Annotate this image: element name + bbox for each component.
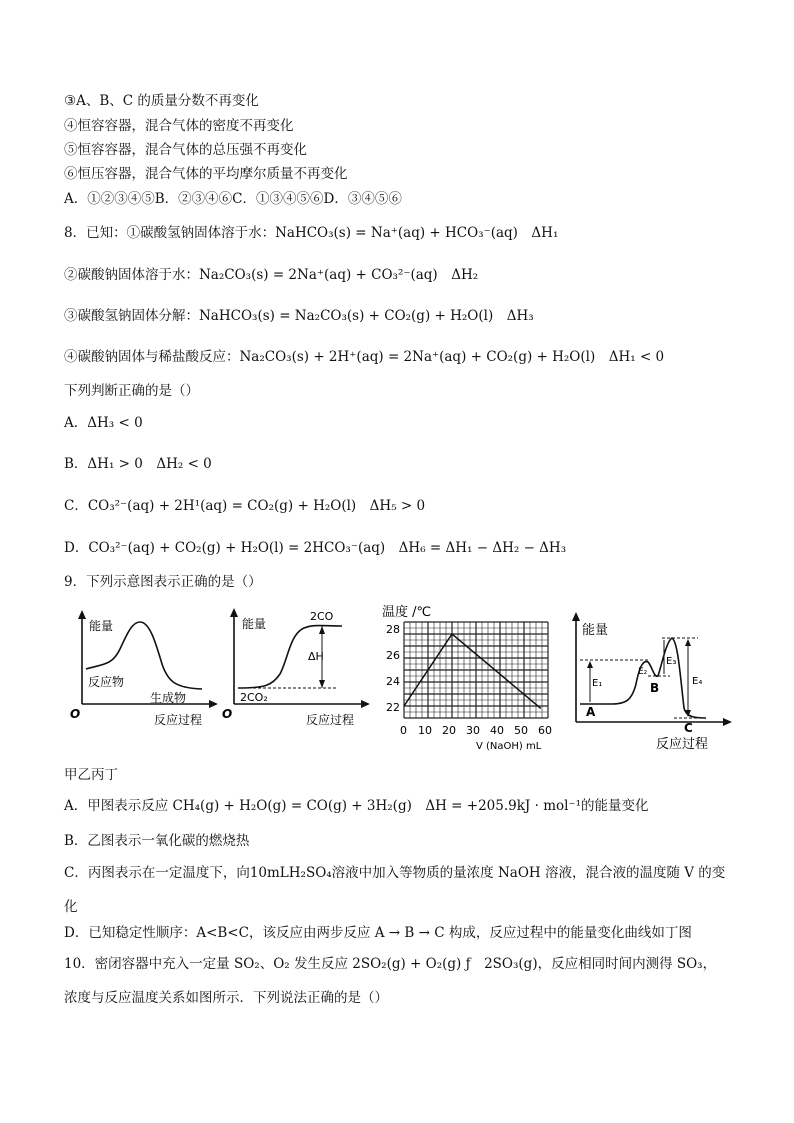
yi-y-label: 能量 — [242, 617, 267, 631]
jia-origin: O — [70, 707, 81, 721]
ding-point-c: C — [684, 721, 693, 735]
figure-ding — [566, 604, 736, 754]
option-line-3: ③A、B、C 的质量分数不再变化 — [64, 93, 259, 109]
q9-stem: 9．下列示意图表示正确的是（） — [64, 574, 262, 590]
q9-option-a: A．甲图表示反应 CH₄(g) + H₂O(g) = CO(g) + 3H₂(g) ΔH = +205.9kJ · mol⁻¹的能量变化 — [64, 798, 649, 814]
yi-delta-label: ΔH — [308, 650, 324, 663]
option-line-5: ⑤恒容容器，混合气体的总压强不再变化 — [64, 142, 307, 158]
bing-x-tick-10: 10 — [418, 724, 432, 737]
bing-y-tick-26: 26 — [386, 649, 400, 662]
option-line-4: ④恒容容器，混合气体的密度不再变化 — [64, 118, 294, 134]
q9-option-b: B．乙图表示一氧化碳的燃烧热 — [64, 833, 250, 849]
figure-bing — [380, 604, 560, 752]
option-line-6: ⑥恒压容器，混合气体的平均摩尔质量不再变化 — [64, 166, 348, 182]
q8-option-a: A．ΔH₃ < 0 — [64, 415, 143, 431]
bing-x-label: V (NaOH) mL — [476, 741, 542, 752]
bing-x-tick-50: 50 — [514, 724, 528, 737]
bing-y-tick-22: 22 — [386, 701, 400, 714]
q8-question: 下列判断正确的是（） — [64, 383, 199, 399]
bing-x-tick-30: 30 — [466, 724, 480, 737]
bing-series-line — [404, 634, 541, 708]
q8-eq4: ④碳酸钠固体与稀盐酸反应：Na₂CO₃(s) + 2H⁺(aq) = 2Na⁺(aq) + CO₂(g) + H₂O(l) ΔH₁ < 0 — [64, 349, 665, 365]
bing-y-ticks — [386, 623, 400, 714]
jia-reactant-label: 反应物 — [88, 675, 125, 689]
jia-x-label: 反应过程 — [154, 713, 203, 727]
bing-y-tick-28: 28 — [386, 623, 400, 636]
figure-yi — [224, 604, 374, 734]
ding-e4-label: E₄ — [692, 676, 703, 687]
ding-point-b: B — [650, 681, 660, 695]
yi-x-label: 反应过程 — [306, 713, 355, 727]
bing-y-label: 温度 /℃ — [382, 605, 432, 620]
ding-e2-label: E₂ — [638, 667, 648, 677]
bing-grid — [404, 622, 548, 718]
q10-stem: 10．密闭容器中充入一定量 SO₂、O₂ 发生反应 2SO₂(g) + O₂(g) ƒ 2SO₃(g)，反应相同时间内测得 SO₃， — [64, 956, 717, 972]
figure-caption: 甲乙丙丁 — [64, 767, 118, 783]
figure-jia — [62, 604, 222, 734]
jia-product-label: 生成物 — [150, 691, 187, 705]
q8-option-b: B．ΔH₁ > 0 ΔH₂ < 0 — [64, 456, 212, 472]
bing-x-tick-60: 60 — [538, 724, 552, 737]
bing-x-ticks — [400, 724, 552, 737]
q8-eq3: ③碳酸氢钠固体分解：NaHCO₃(s) = Na₂CO₃(s) + CO₂(g) + H₂O(l) ΔH₃ — [64, 308, 534, 324]
jia-y-label: 能量 — [89, 619, 114, 633]
ding-x-label: 反应过程 — [656, 737, 709, 752]
q9-option-c-cont: 化 — [64, 899, 78, 915]
bing-x-tick-40: 40 — [490, 724, 504, 737]
ding-e3-label: E₃ — [666, 656, 677, 667]
q7-choices: A．①②③④⑤B．②③④⑥C．①③④⑤⑥D．③④⑤⑥ — [64, 191, 402, 207]
q8-option-c: C．CO₃²⁻(aq) + 2H¹(aq) = CO₂(g) + H₂O(l) ΔH₅ > 0 — [64, 498, 426, 514]
q8-eq2: ②碳酸钠固体溶于水：Na₂CO₃(s) = 2Na⁺(aq) + CO₃²⁻(aq) ΔH₂ — [64, 267, 479, 283]
q8-option-d: D．CO₃²⁻(aq) + CO₂(g) + H₂O(l) = 2HCO₃⁻(aq) ΔH₆ = ΔH₁ − ΔH₂ − ΔH₃ — [64, 540, 567, 556]
yi-top-label: 2CO — [310, 610, 334, 623]
yi-origin: O — [222, 707, 233, 721]
q9-option-c: C．丙图表示在一定温度下，向10mLH₂SO₄溶液中加入等物质的量浓度 NaOH 溶液，混合液的温度随 V 的变 — [64, 865, 726, 881]
ding-y-label: 能量 — [582, 623, 609, 638]
q8-stem: 8．已知：①碳酸氢钠固体溶于水：NaHCO₃(s) = Na⁺(aq) + HCO₃⁻(aq) ΔH₁ — [64, 225, 559, 241]
q9-option-d: D．已知稳定性顺序：A<B<C，该反应由两步反应 A → B → C 构成，反应过程中的能量变化曲线如丁图 — [64, 925, 692, 941]
bing-x-tick-0: 0 — [400, 724, 407, 737]
yi-bottom-label: 2CO₂ — [240, 691, 268, 704]
ding-point-a: A — [586, 705, 596, 719]
q10-stem-cont: 浓度与反应温度关系如图所示．下列说法正确的是（） — [64, 990, 388, 1006]
bing-y-tick-24: 24 — [386, 675, 400, 688]
ding-e1-label: E₁ — [592, 678, 603, 689]
bing-x-tick-20: 20 — [442, 724, 456, 737]
